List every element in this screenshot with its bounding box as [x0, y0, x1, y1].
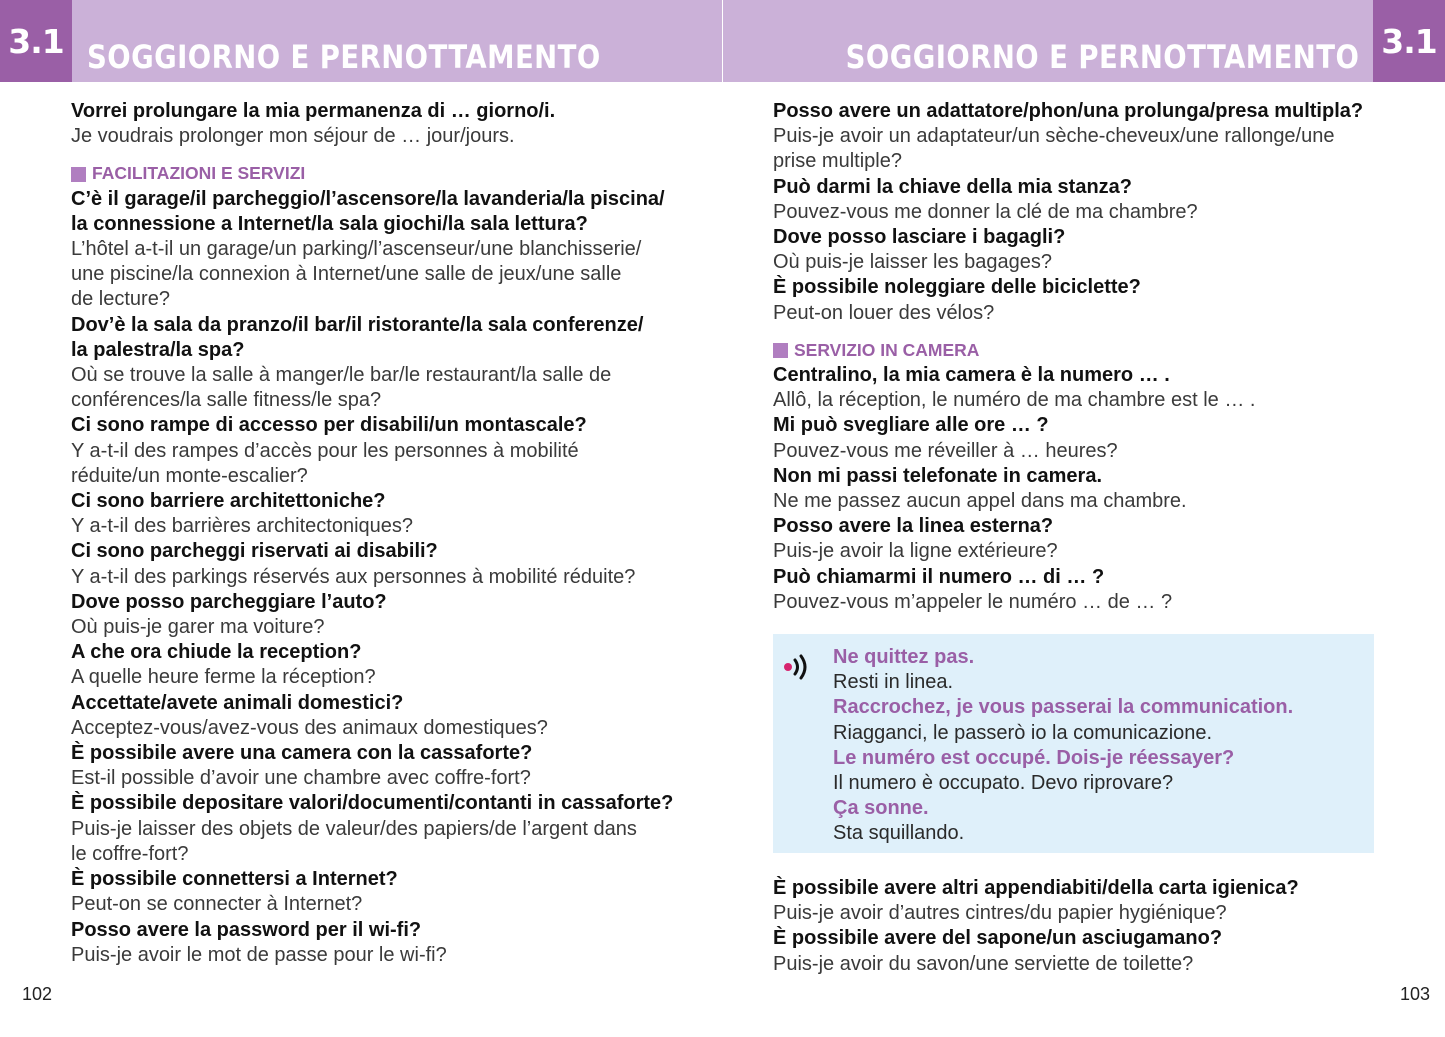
callout-italian-translation: Resti in linea.	[833, 671, 954, 694]
italian-phrase: Non mi passi telefonate in camera.	[773, 464, 1102, 487]
italian-phrase: Dove posso lasciare i bagagli?	[773, 226, 1066, 249]
french-translation: A quelle heure ferme la réception?	[71, 666, 376, 689]
callout-italian-translation: Il numero è occupato. Devo riprovare?	[833, 772, 1174, 795]
french-translation: Je voudrais prolonger mon séjour de … jour/jours.	[71, 125, 515, 148]
callout-french-phrase: Le numéro est occupé. Dois-je réessayer?	[833, 746, 1235, 769]
right-content	[773, 99, 1383, 615]
entry	[71, 741, 691, 791]
italian-phrase: Ci sono barriere architettoniche?	[71, 490, 386, 513]
page-title: SOGGIORNO E PERNOTTAMENTO	[845, 38, 1359, 76]
italian-phrase: A che ora chiude la reception?	[71, 641, 362, 664]
entry	[773, 876, 1383, 926]
italian-phrase: la palestra/la spa?	[71, 338, 245, 361]
french-translation: Puis-je avoir la ligne extérieure?	[773, 540, 1058, 563]
french-translation: réduite/un monte-escalier?	[71, 464, 308, 487]
french-translation: Où se trouve la salle à manger/le bar/le restaurant/la salle de	[71, 364, 612, 387]
italian-phrase: È possibile depositare valori/documenti/contanti in cassaforte?	[71, 792, 674, 815]
sound-speaker-icon	[782, 652, 818, 682]
section-number-tab: 3.1	[1373, 0, 1445, 82]
italian-phrase: Può darmi la chiave della mia stanza?	[773, 175, 1133, 198]
italian-phrase: Ci sono rampe di accesso per disabili/un montascale?	[71, 414, 587, 437]
callout-french-phrase: Raccrochez, je vous passerai la communication.	[833, 696, 1294, 719]
italian-phrase: la connessione a Internet/la sala giochi/la sala lettura?	[71, 212, 588, 235]
entry	[71, 313, 691, 414]
french-translation: Où puis-je garer ma voiture?	[71, 616, 325, 639]
square-bullet-icon	[773, 343, 788, 358]
french-translation: conférences/la salle fitness/le spa?	[71, 389, 382, 412]
entry	[773, 514, 1383, 564]
french-translation: Puis-je avoir un adaptateur/un sèche-cheveux/une rallonge/une	[773, 125, 1335, 148]
entry	[773, 464, 1383, 514]
entry	[71, 187, 691, 313]
italian-phrase: Posso avere un adattatore/phon/una prolunga/presa multipla?	[773, 100, 1364, 122]
entry	[71, 918, 691, 968]
callout-lines	[833, 645, 1293, 847]
italian-phrase: È possibile noleggiare delle biciclette?	[773, 276, 1141, 299]
section-heading	[71, 161, 691, 186]
french-translation: Puis-je laisser des objets de valeur/des papiers/de l’argent dans	[71, 817, 637, 840]
italian-phrase: Vorrei prolungare la mia permanenza di … giorno/i.	[71, 100, 556, 122]
french-translation: prise multiple?	[773, 150, 902, 173]
french-translation: Est-il possible d’avoir une chambre avec coffre-fort?	[71, 767, 531, 790]
italian-phrase: È possibile connettersi a Internet?	[71, 868, 398, 891]
section-heading-text: FACILITAZIONI E SERVIZI	[92, 163, 306, 184]
entry	[773, 926, 1383, 976]
italian-phrase: Dove posso parcheggiare l’auto?	[71, 590, 387, 613]
french-translation: Puis-je avoir le mot de passe pour le wi-fi?	[71, 943, 447, 966]
entry	[71, 791, 691, 867]
square-bullet-icon	[71, 167, 86, 182]
section-number-tab: 3.1	[0, 0, 72, 82]
entry	[773, 363, 1383, 413]
entry	[773, 275, 1383, 325]
entry-list	[773, 876, 1383, 977]
french-translation: une piscine/la connexion à Internet/une salle de jeux/une salle	[71, 263, 622, 286]
page-number: 102	[22, 984, 53, 1004]
left-content	[71, 99, 691, 968]
entry	[71, 99, 691, 149]
french-translation: Allô, la réception, le numéro de ma chambre est le … .	[773, 389, 1256, 412]
entry	[71, 590, 691, 640]
italian-phrase: È possibile avere una camera con la cassaforte?	[71, 742, 533, 765]
italian-phrase: Centralino, la mia camera è la numero … .	[773, 364, 1170, 387]
italian-phrase: Posso avere la password per il wi-fi?	[71, 918, 422, 941]
entry-list	[71, 187, 691, 968]
french-translation: Acceptez-vous/avez-vous des animaux domestiques?	[71, 716, 548, 739]
page-title: SOGGIORNO E PERNOTTAMENTO	[87, 38, 601, 76]
entry	[71, 867, 691, 917]
entry-list	[773, 363, 1383, 615]
right-page	[723, 0, 1445, 1037]
left-page	[0, 0, 722, 1037]
french-translation: Peut-on louer des vélos?	[773, 301, 995, 324]
italian-phrase: Accettate/avete animali domestici?	[71, 691, 404, 714]
italian-phrase: Dov’è la sala da pranzo/il bar/il ristorante/la sala conferenze/	[71, 313, 644, 336]
entry	[773, 175, 1383, 225]
entry	[773, 565, 1383, 615]
entry	[71, 489, 691, 539]
french-translation: Où puis-je laisser les bagages?	[773, 251, 1053, 274]
callout-french-phrase: Ne quittez pas.	[833, 646, 975, 668]
french-translation: Puis-je avoir du savon/une serviette de toilette?	[773, 952, 1194, 975]
french-translation: Y a-t-il des rampes d’accès pour les personnes à mobilité	[71, 439, 579, 462]
section-heading-text: SERVIZIO IN CAMERA	[794, 339, 980, 360]
entry	[773, 99, 1383, 175]
french-translation: Puis-je avoir d’autres cintres/du papier hygiénique?	[773, 902, 1227, 925]
french-translation: Pouvez-vous me réveiller à … heures?	[773, 439, 1118, 462]
italian-phrase: È possibile avere del sapone/un asciugamano?	[773, 927, 1223, 950]
italian-phrase: È possibile avere altri appendiabiti/della carta igienica?	[773, 877, 1299, 899]
italian-phrase: C’è il garage/il parcheggio/l’ascensore/la lavanderia/la piscina/	[71, 187, 665, 210]
entry	[71, 640, 691, 690]
entry	[71, 413, 691, 489]
french-translation: Ne me passez aucun appel dans ma chambre.	[773, 490, 1187, 513]
callout-italian-translation: Riagganci, le passerò io la comunicazione.	[833, 721, 1213, 744]
phone-phrases-callout	[773, 634, 1374, 853]
entry	[71, 691, 691, 741]
callout-french-phrase: Ça sonne.	[833, 797, 929, 820]
section-heading	[773, 338, 1383, 363]
french-translation: Pouvez-vous m’appeler le numéro … de … ?	[773, 590, 1173, 613]
callout-italian-translation: Sta squillando.	[833, 822, 965, 845]
page-number: 103	[1399, 984, 1430, 1004]
italian-phrase: Ci sono parcheggi riservati ai disabili?	[71, 540, 438, 563]
entry	[71, 539, 691, 589]
italian-phrase: Può chiamarmi il numero … di … ?	[773, 565, 1105, 588]
entry	[773, 413, 1383, 463]
french-translation: Y a-t-il des barrières architectoniques?	[71, 515, 414, 538]
french-translation: de lecture?	[71, 288, 170, 311]
french-translation: Peut-on se connecter à Internet?	[71, 893, 363, 916]
italian-phrase: Posso avere la linea esterna?	[773, 515, 1054, 538]
entry	[773, 225, 1383, 275]
french-translation: Pouvez-vous me donner la clé de ma chambre?	[773, 200, 1198, 223]
italian-phrase: Mi può svegliare alle ore … ?	[773, 414, 1049, 437]
french-translation: L’hôtel a-t-il un garage/un parking/l’ascenseur/une blanchisserie/	[71, 238, 642, 261]
french-translation: Y a-t-il des parkings réservés aux personnes à mobilité réduite?	[71, 565, 636, 588]
french-translation: le coffre-fort?	[71, 842, 189, 865]
entry-list	[773, 99, 1383, 326]
